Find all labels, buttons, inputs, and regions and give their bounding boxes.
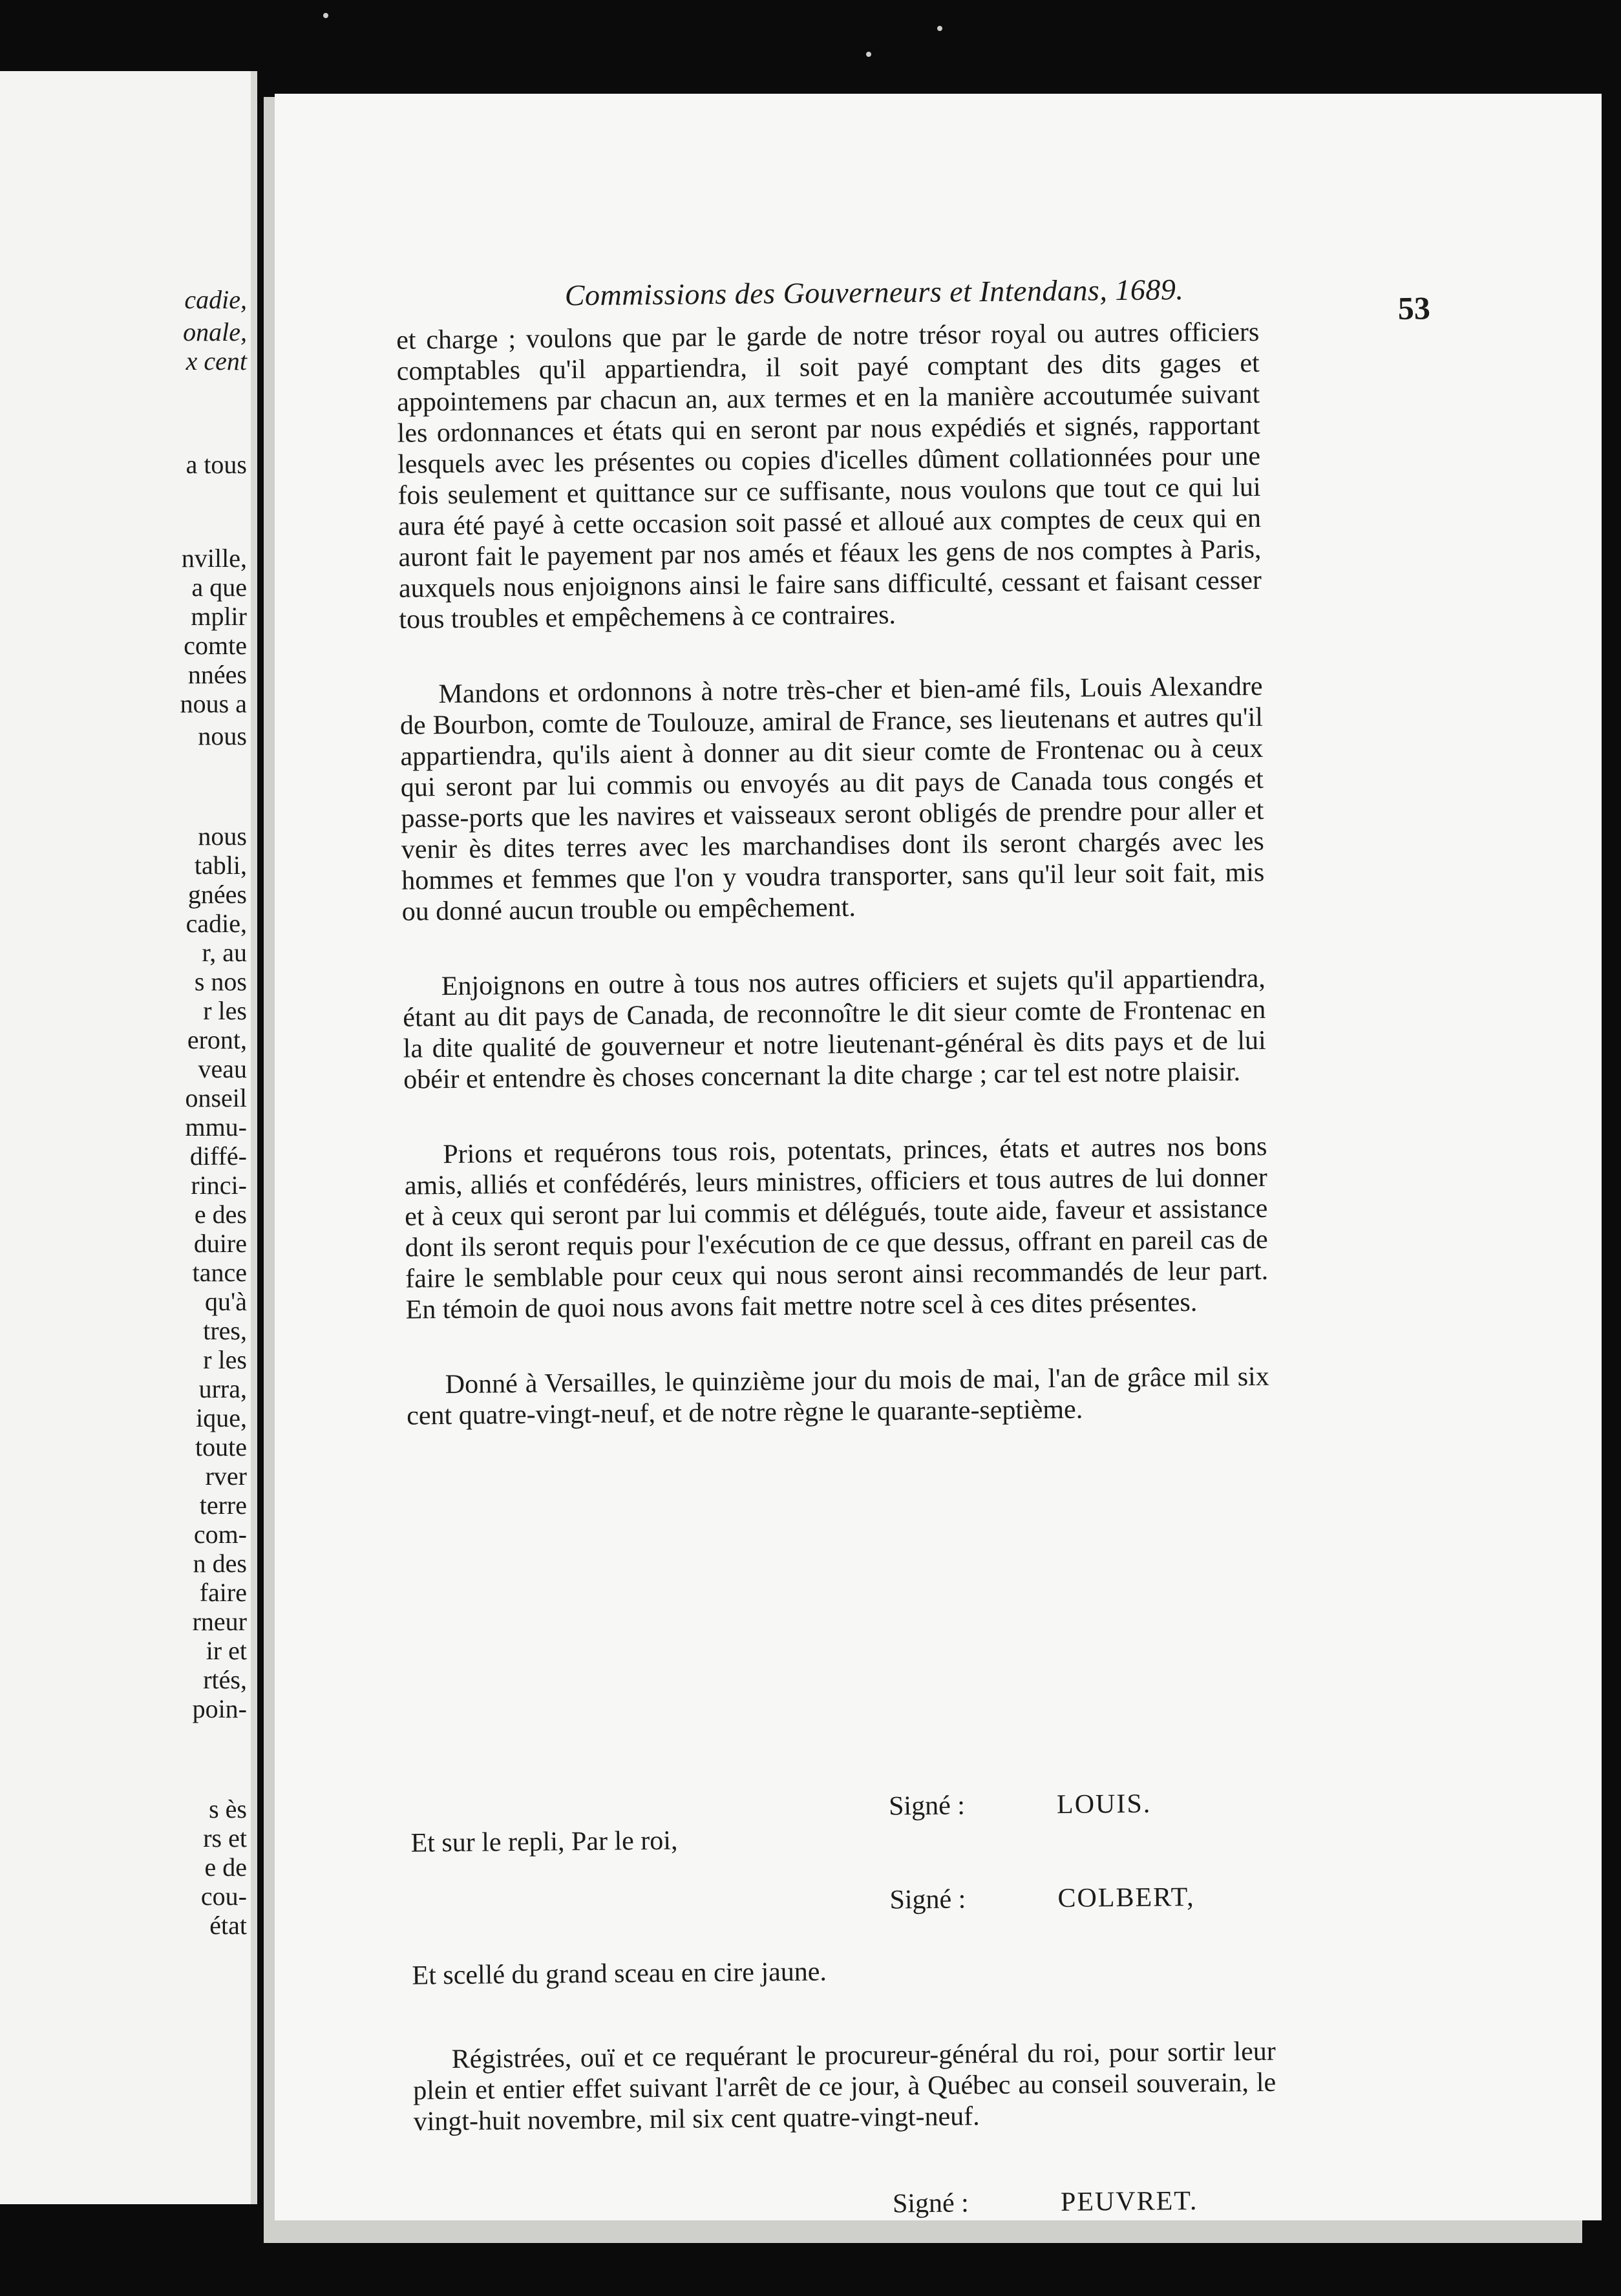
running-head: Commissions des Gouverneurs et Intendans, 1689. — [564, 273, 1184, 312]
left-page-fragment: nville, — [181, 544, 247, 573]
left-page-fragment: a tous — [185, 450, 247, 479]
paragraph-donne: Donné à Versailles, le quinzième jour du mois de mai, l'an de grâce mil six cent quatre-vingt-neuf, et de notre règne le quarante-septième. — [407, 1361, 1269, 1431]
left-page-fragment: cadie, — [184, 285, 247, 314]
left-page-fragment: veau — [198, 1054, 247, 1083]
document-page — [275, 94, 1602, 2220]
paragraph-mandons: Mandons et ordonnons à notre très-cher et bien-amé fils, Louis Alexandre de Bourbon, comte de Toulouze, amiral de France, ses lieutenans et autres qu'il appartiendra, qu'ils aient à donner au dit sieur comte de Frontenac ou à ceux qui seront par lui commis ou envoyés au dit pays de Canada tous congés et passe-ports que les navires et vaisseaux seront obligés de prendre pour aller et venir ès dites terres avec les marchandises dont ils seront chargés avec les hommes et femmes que l'on y voudra transporter, sans qu'il leur soit fait, mis ou donné aucun trouble ou empêchement. — [399, 671, 1265, 927]
left-page-fragment: gnées — [187, 880, 247, 909]
page-number: 53 — [1397, 290, 1431, 326]
left-page-fragment: a que — [191, 573, 247, 602]
registration-paragraph: Régistrées, ouï et ce requérant le procureur-général du roi, pour sortir leur plein et entier effet suivant l'arrêt de ce jour, à Québec au conseil souverain, le vingt-huit novembre, mil six cent quatre-vingt-neuf. — [413, 2036, 1277, 2137]
page-content — [275, 94, 1602, 2220]
left-page-fragment: rtés, — [203, 1665, 247, 1694]
signe-label: Signé : — [888, 1791, 966, 1822]
left-page-fragment: e de — [204, 1853, 247, 1882]
left-page-fragment: rver — [205, 1462, 247, 1491]
left-page-fragment: qu'à — [205, 1287, 247, 1316]
left-page-fragment: comte — [184, 631, 247, 660]
signature-name-louis: LOUIS. — [1056, 1789, 1152, 1820]
left-page-fragment: nnées — [187, 660, 247, 689]
left-page-fragment: ique, — [196, 1403, 247, 1432]
left-page-fragment: tance — [192, 1258, 247, 1287]
left-page-fragment: poin- — [192, 1694, 247, 1723]
left-page-fragment: nous — [198, 721, 247, 750]
left-page-fragment: tres, — [203, 1316, 247, 1345]
sealed-text: Et scellé du grand sceau en cire jaune. — [412, 1957, 827, 1991]
left-page-fragment: e des — [194, 1200, 247, 1229]
left-page-fragment: mplir — [191, 602, 247, 631]
signature-colbert — [411, 1881, 1277, 1922]
left-page-fragment: nous — [198, 822, 247, 851]
scan-speck — [937, 26, 942, 31]
scan-speck — [323, 13, 328, 18]
left-page-fragment: diffé- — [189, 1142, 247, 1171]
left-page-fragment: rs et — [203, 1823, 247, 1853]
sealed-line — [412, 1952, 1278, 1993]
paragraph-enjoignons: Enjoignons en outre à tous nos autres officiers et sujets qu'il appartiendra, étant au dit pays de Canada, de reconnoître le dit sieur comte de Frontenac en la dite qualité de gouverneur et notre lieutenant-général ès dits pays et de lui obéir et entendre ès choses concernant la dite charge ; car tel est notre plaisir. — [403, 963, 1266, 1095]
left-page-fragment: nous a — [180, 689, 247, 718]
left-page-fragment: cou- — [200, 1882, 247, 1911]
signature-peuvret — [414, 2185, 1280, 2220]
left-page-fragment: n des — [193, 1549, 247, 1578]
left-page-fragment: r les — [203, 1345, 247, 1374]
left-page-fragment: toute — [195, 1432, 247, 1462]
left-page-fragment: s ès — [209, 1794, 247, 1823]
left-page-fragment: com- — [193, 1520, 247, 1549]
left-page-fragment: mmu- — [185, 1112, 247, 1142]
left-page-fragment: état — [209, 1911, 247, 1940]
left-page-fragment: s nos — [194, 967, 247, 996]
left-page-fragment: ir et — [206, 1636, 247, 1665]
paragraph-continuation: et charge ; voulons que par le garde de notre trésor royal ou autres officiers comptables qu'il appartiendra, il soit payé comptant des dits gages et appointemens par chacun an, aux termes et en la manière accoutumée suivant les ordonnances et états qui en seront par nous expédiés et signés, rapportant lesquels avec les présentes ou copies d'icelles dûment collationnées pour une fois seulement et quittance sur ce suffisante, nous voulons que tout ce qui lui aura été payé à cette occasion soit passé et alloué aux comptes de ceux qui en auront fait le payement par nos amés et féaux les gens de nos comptes à Paris, auxquels nous enjoignons ainsi le faire sans difficulté, cessant et faisant cesser tous troubles et empêchemens à ce contraires. — [396, 317, 1262, 635]
scan-speck — [866, 52, 871, 57]
left-page-fragment: r, au — [202, 938, 247, 967]
left-page-fragment: cadie, — [185, 909, 247, 938]
left-page-fragment: urra, — [198, 1374, 247, 1403]
left-page-fragment: tabli, — [194, 851, 247, 880]
left-page-fragment: eront, — [187, 1025, 247, 1054]
repli-text: Et sur le repli, Par le roi, — [410, 1825, 678, 1858]
left-page-fragment: faire — [199, 1578, 247, 1607]
left-page-fragment: terre — [199, 1491, 247, 1520]
left-page-fragment: onseil — [185, 1083, 247, 1112]
left-page-fragment: rinci- — [191, 1171, 247, 1200]
paragraph-prions: Prions et requérons tous rois, potentats, princes, états et autres nos bons amis, alliés et confédérés, leurs ministres, officiers et tous autres de lui donner et à ceux qui seront par lui commis et délégués, toute aide, faveur et assistance dont ils seront requis pour l'exécution de ce que dessus, offrant en pareil cas de faire le semblable pour ceux qui nous seront ainsi recommandés de leur part. En témoin de quoi nous avons fait mettre notre scel à ces dites présentes. — [404, 1131, 1269, 1325]
signature-name-peuvret: PEUVRET. — [1060, 2185, 1198, 2218]
signature-name-colbert: COLBERT, — [1057, 1882, 1195, 1914]
facing-page-left — [0, 71, 257, 2204]
signe-label: Signé : — [892, 2188, 969, 2219]
left-page-fragment: duire — [193, 1229, 247, 1258]
body-text — [396, 317, 1269, 1432]
signe-label: Signé : — [889, 1884, 966, 1915]
left-page-fragment: rneur — [192, 1607, 247, 1636]
left-page-fragment: r les — [203, 996, 247, 1025]
left-page-fragment: x cent — [185, 346, 247, 376]
left-page-fragment: onale, — [183, 317, 247, 346]
